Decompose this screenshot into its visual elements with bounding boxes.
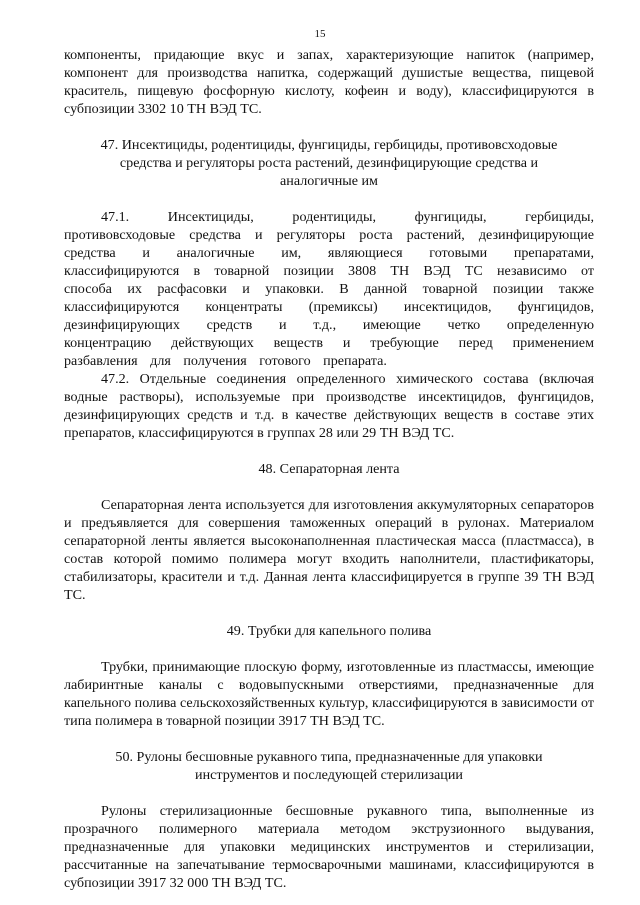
section-48-title: 48. Сепараторная лента	[258, 461, 400, 477]
section-50-title: 50. Рулоны бесшовные рукавного типа, предназначенные для упаковки инструментов и последующей стерилизации	[115, 749, 543, 783]
intro-paragraph: компоненты, придающие вкус и запах, характеризующие напиток (например, компонент для производства напитка, содержащий душистые вещества, пищевой краситель, пищевую фосфорную кислоту, кофеин и воду), классифицируются в субпозиции 3302 10 ТН ВЭД ТС.	[64, 47, 594, 117]
page-number: 15	[314, 28, 326, 40]
section-47-title: 47. Инсектициды, родентициды, фунгициды, гербициды, противовсходовые средства и регуляторы роста растений, дезинфицирующие средства и аналогичные им	[100, 137, 558, 189]
section-47-paragraph-1: 47.1. Инсектициды, родентициды, фунгициды, гербициды, противовсходовые средства и регуляторы роста растений, дезинфицирующие средства и аналогичные им, являющиеся готовыми препаратами, классифицируются в товарной позиции 3808 ТН ВЭД ТС независимо от способа их расфасовки и упаковки. В данной товарной позиции также классифицируются концентраты (премиксы) инсектицидов, фунгицидов, дезинфицирующих средств и т.д., имеющие четко определенную концентрацию действующих веществ и требующие перед применением разбавления для получения готового препарата.	[64, 209, 594, 369]
document-body	[64, 46, 594, 892]
section-47-paragraph-2: 47.2. Отдельные соединения определенного химического состава (включая водные растворы), используемые при производстве инсектицидов, фунгицидов, дезинфицирующих средств и т.д. в качестве действующих веществ в составе этих препаратов, классифицируются в группах 28 или 29 ТН ВЭД ТС.	[64, 371, 594, 441]
section-49-paragraph: Трубки, принимающие плоскую форму, изготовленные из пластмассы, имеющие лабиринтные каналы с водовыпускными отверстиями, предназначенные для капельного полива сельскохозяйственных культур, классифицируются в зависимости от типа полимера в товарной позиции 3917 ТН ВЭД ТС.	[64, 659, 594, 729]
section-50-paragraph: Рулоны стерилизационные бесшовные рукавного типа, выполненные из прозрачного полимерного материала методом экструзионного выдувания, предназначенные для упаковки медицинских инструментов и стерилизации, рассчитанные на запечатывание термосварочными машинами, классифицируются в субпозиции 3917 32 000 ТН ВЭД ТС.	[64, 803, 594, 891]
section-49-title: 49. Трубки для капельного полива	[226, 623, 432, 639]
section-48-paragraph: Сепараторная лента используется для изготовления аккумуляторных сепараторов и предъявляется для совершения таможенных операций в рулонах. Материалом сепараторной ленты является высоконаполненная пластическая масса (пластмасса), в состав которой помимо полимера могут входить наполнители, пластификаторы, стабилизаторы, красители и т.д. Данная лента классифицируется в группе 39 ТН ВЭД ТС.	[64, 497, 594, 603]
